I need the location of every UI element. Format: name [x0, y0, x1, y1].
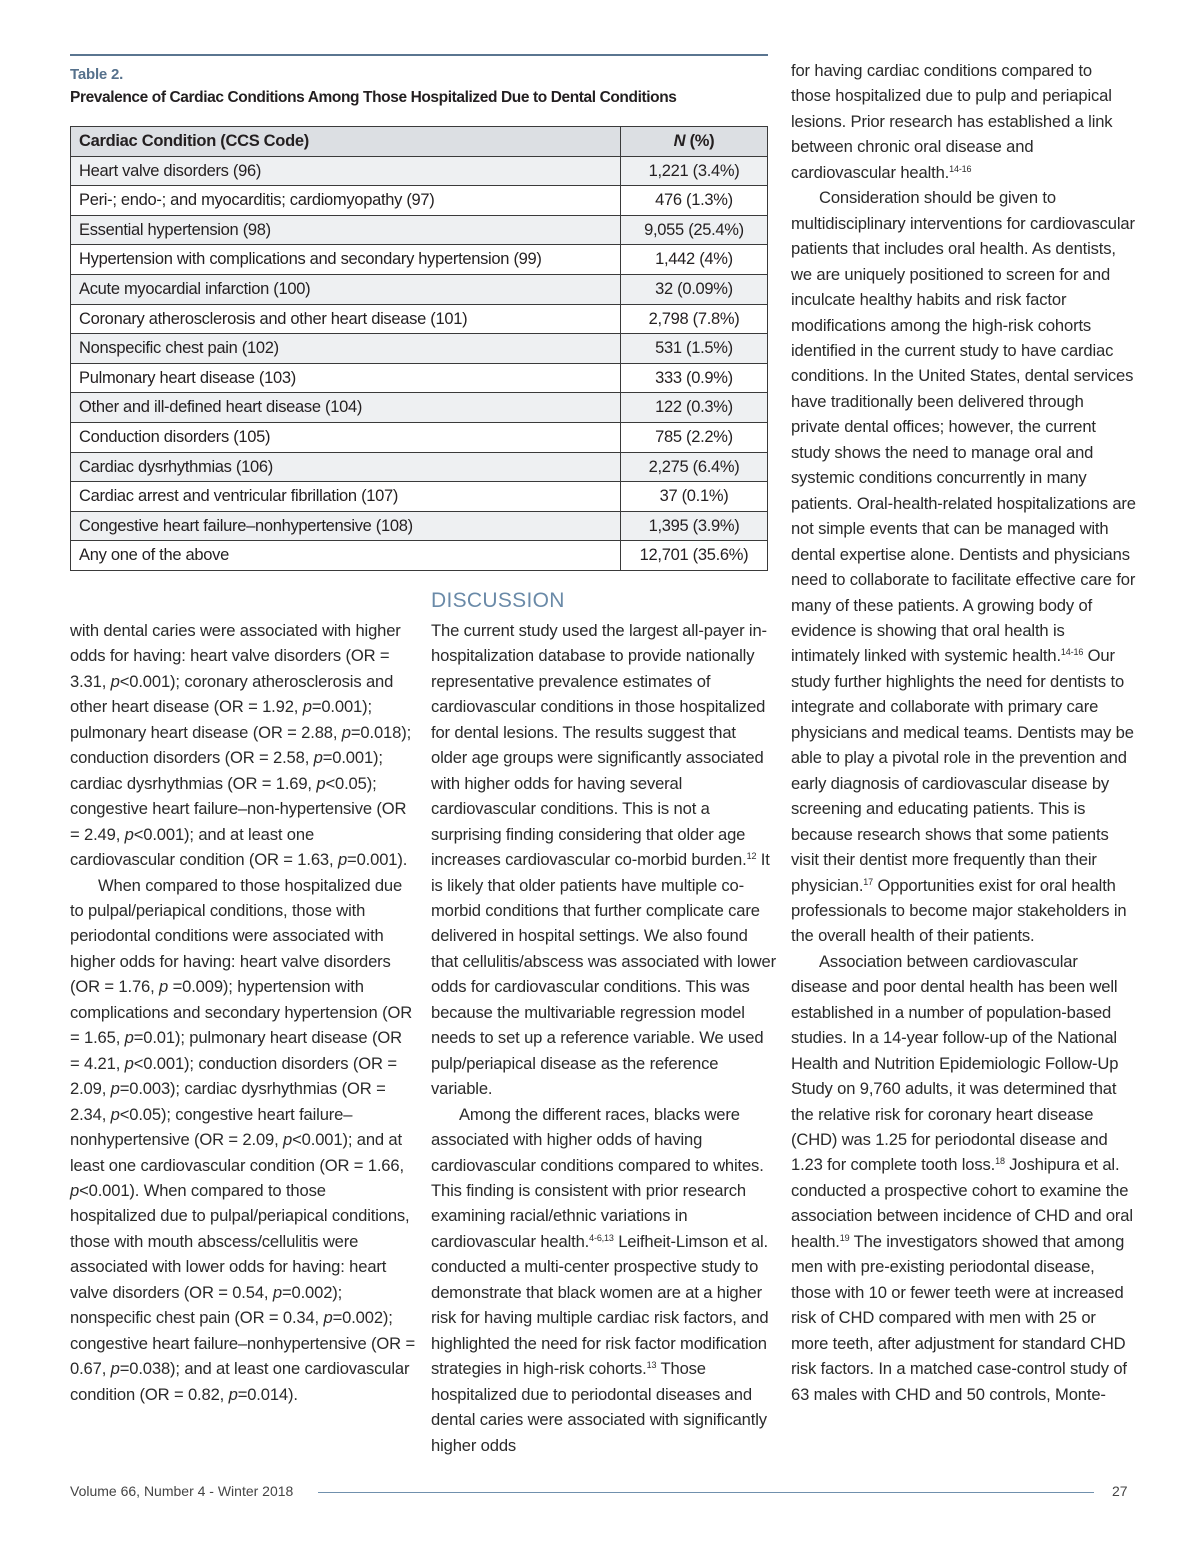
- table-row: [71, 156, 768, 186]
- cell-condition: Other and ill-defined heart disease (104): [71, 393, 621, 423]
- cell-condition: Peri-; endo-; and myocarditis; cardiomyopathy (97): [71, 186, 621, 216]
- footer-rule: [318, 1492, 1094, 1493]
- cell-n: 1,442 (4%): [621, 245, 768, 275]
- cell-n: 1,395 (3.9%): [621, 511, 768, 541]
- cell-n: 333 (0.9%): [621, 363, 768, 393]
- citation: 17: [863, 876, 874, 887]
- table-row-total: [71, 541, 768, 571]
- table-header-row: [71, 127, 768, 157]
- cell-condition: Cardiac arrest and ventricular fibrillation (107): [71, 482, 621, 512]
- table-row: [71, 215, 768, 245]
- cell-condition: Acute myocardial infarction (100): [71, 274, 621, 304]
- column-middle: [431, 618, 776, 1458]
- table-row: [71, 452, 768, 482]
- column-right: [791, 58, 1136, 1407]
- citation: 13: [646, 1360, 657, 1371]
- citation: 12: [746, 851, 757, 862]
- col1-paragraph-1: with dental caries were associated with higher odds for having: heart valve disorders (OR = 3.31, p<0.001); coronary atherosclerosis and other heart disease (OR = 1.92, p=0.001); pulmonary heart disease (OR = 2.88, p=0.018); conduction disorders (OR = 2.58, p=0.001); cardiac dysrhythmias (OR = 1.69, p<0.05); congestive heart failure–non-hypertensive (OR = 2.49, p<0.001); and at least one cardiovascular condition (OR = 1.63, p=0.001).: [70, 621, 412, 870]
- header-n-rest: (%): [685, 132, 715, 151]
- cell-n: 1,221 (3.4%): [621, 156, 768, 186]
- cell-n: 785 (2.2%): [621, 422, 768, 452]
- journal-issue: Volume 66, Number 4 - Winter 2018: [70, 1483, 294, 1499]
- page-number: 27: [1112, 1483, 1128, 1499]
- cell-condition: Conduction disorders (105): [71, 422, 621, 452]
- table-row: [71, 186, 768, 216]
- cell-n: 12,701 (35.6%): [621, 541, 768, 571]
- citation: 4-6,13: [589, 1232, 614, 1243]
- cell-condition: Essential hypertension (98): [71, 215, 621, 245]
- table-caption: Prevalence of Cardiac Conditions Among Those Hospitalized Due to Dental Conditions: [70, 89, 677, 106]
- cell-n: 2,798 (7.8%): [621, 304, 768, 334]
- citation: 14-16: [949, 163, 972, 174]
- header-n-italic: N: [673, 132, 686, 151]
- cell-condition: Pulmonary heart disease (103): [71, 363, 621, 393]
- cell-n: 37 (0.1%): [621, 482, 768, 512]
- citation: 14-16: [1060, 647, 1084, 658]
- table-row: [71, 393, 768, 423]
- col2-paragraph-2: Among the different races, blacks were associated with higher odds of having cardiovascular conditions compared to whites. This finding is consistent with prior research examining racial/ethnic variations in cardiovascular health.$^{4-6,13}$ Leifheit-Limson et al. conducted a multi-center prospective study to demonstrate that black women are at a higher risk for having multiple cardiac risk factors, and highlighted the need for risk factor modification strategies in high-risk cohorts.$^{13}$ Those hospitalized due to periodontal diseases and dental caries were associated with significantly higher odds: [431, 1104, 769, 1455]
- cell-condition: Congestive heart failure–nonhypertensive (108): [71, 511, 621, 541]
- table-row: [71, 334, 768, 364]
- cell-n: 122 (0.3%): [621, 393, 768, 423]
- discussion-heading: DISCUSSION: [431, 589, 565, 612]
- table-row: [71, 422, 768, 452]
- col2-paragraph-1: The current study used the largest all-payer in-hospitalization database to provide nationally representative prevalence estimates of cardiovascular conditions in those hospitalized for dental lesions. The results suggest that older age groups were significantly associated with higher odds for having several cardiovascular conditions. This is not a surprising finding considering that older age increases cardiovascular co-morbid burden.$^{12}$ It is likely that older patients have multiple co-morbid conditions that further complicate care delivered in hospital settings. We also found that cellulitis/abscess was associated with lower odds for cardiovascular conditions. This was because the multivariable regression model needs to set up a reference variable. We used pulp/periapical disease as the reference variable.: [431, 621, 776, 1099]
- header-condition: Cardiac Condition (CCS Code): [71, 127, 621, 157]
- col3-paragraph-1: for having cardiac conditions compared to those hospitalized due to pulp and periapical lesions. Prior research has established a link between chronic oral disease and cardiovascular health.$^{14-16}$: [791, 61, 1113, 182]
- cell-condition: Nonspecific chest pain (102): [71, 334, 621, 364]
- table-row: [71, 482, 768, 512]
- table-row: [71, 245, 768, 275]
- cell-n: 9,055 (25.4%): [621, 215, 768, 245]
- cell-condition: Cardiac dysrhythmias (106): [71, 452, 621, 482]
- cell-n: 476 (1.3%): [621, 186, 768, 216]
- table-label: Table 2.: [70, 66, 124, 83]
- table-row: [71, 304, 768, 334]
- cell-n: 32 (0.09%): [621, 274, 768, 304]
- col1-paragraph-2: When compared to those hospitalized due to pulpal/periapical conditions, those with periodontal conditions were associated with higher odds for having: heart valve disorders (OR = 1.76, p =0.009); hypertension with complications and secondary hypertension (OR = 1.65, p=0.01); pulmonary heart disease (OR = 4.21, p<0.001); conduction disorders (OR = 2.09, p=0.003); cardiac dysrhythmias (OR = 2.34, p<0.05); congestive heart failure–nonhypertensive (OR = 2.09, p<0.001); and at least one cardiovascular condition (OR = 1.66, p<0.001). When compared to those hospitalized due to pulpal/periapical conditions, those with mouth abscess/cellulitis were associated with lower odds for having: heart valve disorders (OR = 0.54, p=0.002); nonspecific chest pain (OR = 0.34, p=0.002); congestive heart failure–nonhypertensive (OR = 0.67, p=0.038); and at least one cardiovascular condition (OR = 0.82, p=0.014).: [70, 875, 415, 1404]
- top-rule: [70, 54, 768, 56]
- citation: 18: [995, 1156, 1005, 1167]
- cell-condition: Hypertension with complications and secondary hypertension (99): [71, 245, 621, 275]
- col3-paragraph-2: Consideration should be given to multidisciplinary interventions for cardiovascular patients that includes oral health. As dentists, we are uniquely positioned to screen for and inculcate healthy habits and risk factor modifications among the high-risk cohorts identified in the current study to have cardiac conditions. In the United States, dental services have traditionally been delivered through private dental offices; however, the current study shows the need to manage oral and systemic conditions concurrently in many patients. Oral-health-related hospitalizations are not simple events that can be managed with dental expertise alone. Dentists and physicians need to collaborate to facilitate effective care for many of these patients. A growing body of evidence is showing that oral health is intimately linked with systemic health.$^{14-16}$ Our study further highlights the need for dentists to integrate and collaborate with primary care physicians and medical teams. Dentists may be able to play a pivotal role in the prevention and early diagnosis of cardiovascular disease by screening and educating patients. This is because research shows that some patients visit their dentist more frequently than their physician.$^{17}$ Opportunities exist for oral health professionals to become major stakeholders in the overall health of their patients.: [791, 188, 1136, 946]
- cell-condition: Coronary atherosclerosis and other heart disease (101): [71, 304, 621, 334]
- cell-condition: Any one of the above: [71, 541, 621, 571]
- cell-condition: Heart valve disorders (96): [71, 156, 621, 186]
- column-left: [70, 618, 415, 1407]
- header-n: [621, 127, 768, 157]
- cell-n: 531 (1.5%): [621, 334, 768, 364]
- citation: 19: [839, 1232, 850, 1243]
- prevalence-table: [70, 126, 768, 571]
- table-row: [71, 363, 768, 393]
- col3-paragraph-3: Association between cardiovascular disease and poor dental health has been well established in a number of population-based studies. In a 14-year follow-up of the National Health and Nutrition Epidemiologic Follow-Up Study on 9,760 adults, it was determined that the relative risk for coronary heart disease (CHD) was 1.25 for periodontal disease and 1.23 for complete tooth loss.$^{18}$ Joshipura et al. conducted a prospective cohort to examine the association between incidence of CHD and oral health.$^{19}$ The investigators showed that among men with pre-existing periodontal disease, those with 10 or fewer teeth were at increased risk of CHD compared with men with 25 or more teeth, after adjustment for standard CHD risk factors. In a matched case-control study of 63 males with CHD and 50 controls, Monte-: [791, 951, 1133, 1404]
- cell-n: 2,275 (6.4%): [621, 452, 768, 482]
- table-row: [71, 511, 768, 541]
- table-row: [71, 274, 768, 304]
